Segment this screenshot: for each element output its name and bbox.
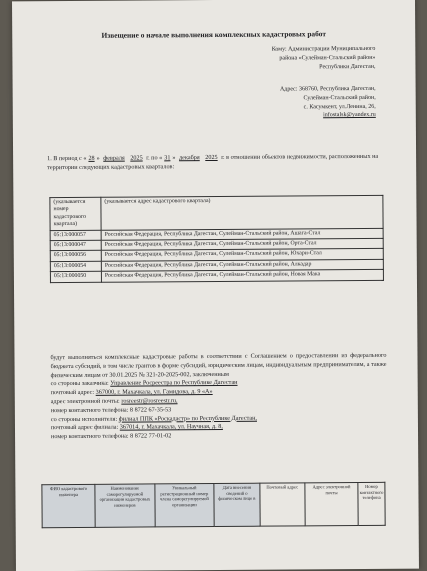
- quarter-address: Российская Федерация, Республика Дагестан, Сулейман-Стальский район, Ашага-Стал: [101, 228, 383, 240]
- quarter-address: Российская Федерация, Республика Дагестан, Сулейман-Стальский район, Орта-Стал: [101, 238, 383, 250]
- document-sheet: [12, 0, 419, 571]
- postal-prefix: почтовый адрес:: [50, 389, 95, 397]
- period-paragraph: [47, 153, 387, 173]
- phone-line: номер контактного телефона: 8 8722 67-35-53: [50, 406, 172, 414]
- end-month: декабря: [179, 154, 200, 162]
- recipient-line: Кому: Администрации Муниципального: [271, 45, 376, 53]
- period-suffix: г. в отношении объектов недвижимости, расположенных на территории следующих кадастровых кварталов:: [47, 152, 379, 171]
- phone-line: номер контактного телефона: 8 8722 77-01-02: [51, 432, 172, 441]
- header-cell: Уникальный регистрационный номер члена саморегулируемой организации: [155, 484, 215, 527]
- header-cell: Адрес электронной почты: [305, 483, 358, 526]
- quarters-table: [49, 195, 384, 283]
- quarter-address: Российская Федерация, Республика Дагестан, Сулейман-Стальский район, Новая Мака: [101, 270, 383, 282]
- recipient-block: [272, 45, 376, 72]
- header-cell: Почтовый адрес: [260, 483, 306, 526]
- body-paragraph: [50, 352, 387, 442]
- customer-prefix: со стороны заказчика:: [50, 380, 109, 388]
- period-mid: г. по «: [146, 154, 163, 162]
- address-line: с. Касумкент, ул.Ленина, 26,: [303, 103, 376, 110]
- header-cell: Номер контактного телефона: [358, 482, 385, 525]
- branch-postal-address: 367014, г. Махачкала, ул. Научная, д. 8,: [119, 423, 223, 432]
- email-prefix: адрес электронной почты:: [50, 397, 120, 406]
- header-cell: Наименование саморегулируемой организации кадастровых инженеров: [95, 484, 155, 527]
- period-prefix: 1. В период с «: [47, 154, 87, 163]
- table-header-row: [50, 195, 383, 230]
- header-cell: (указывается адрес кадастрового квартала): [101, 195, 383, 230]
- body-text: будут выполняться комплексные кадастровые работы в соответствии с Соглашением о предоставлении из федерального бюджета субсидий, в том числе грантов в форме субсидий, юридическим лицам, индивидуальным предпринимателям, а также физическим лицам от 30.01.2025 № 321-20-2025-002, заключенным: [50, 351, 387, 379]
- address-block: [280, 85, 376, 121]
- postal-address: 367000, г. Махачкала, ул. Гамидова, д. 9 «А»: [95, 388, 213, 397]
- quarter-address: Российская Федерация, Республика Дагестан, Сулейман-Стальский район, Юхари-Стал: [101, 249, 383, 261]
- branch-postal-prefix: почтовый адрес филиала:: [50, 424, 119, 432]
- quarter-number: 05:13:000047: [50, 240, 101, 251]
- address-line: Адрес: 368760, Республика Дагестан,: [279, 85, 376, 93]
- quarter-number: 05:13:000057: [50, 230, 101, 241]
- start-year: 2025: [130, 154, 143, 162]
- header-cell: ФИО кадастрового инженера: [42, 484, 95, 527]
- table-row: [50, 270, 383, 283]
- recipient-line: Республики Дагестан,: [319, 63, 376, 70]
- period-sep: »: [172, 154, 176, 162]
- engineer-table: [41, 482, 385, 528]
- quarter-number: 05:13:000050: [50, 272, 101, 283]
- quarter-number: 05:13:000056: [50, 251, 101, 262]
- customer-email: rosreestr@rosreestr.ru,: [121, 397, 178, 405]
- start-day: 28: [88, 154, 95, 162]
- period-sep: »: [96, 154, 100, 162]
- executor-name: филиал ППК «Роскадастр» по Республике Дагестан,: [118, 414, 257, 423]
- recipient-line: района «Сулейман-Стальский район»: [279, 54, 376, 62]
- end-day: 31: [164, 154, 171, 162]
- end-year: 2025: [205, 153, 218, 162]
- quarter-address: Российская Федерация, Республика Дагестан, Сулейман-Стальский район, Алкадар: [101, 259, 383, 271]
- header-cell: Дата внесения сведений о физическом лице в: [214, 483, 260, 526]
- document-title: Извещение о начале выполнения комплексных кадастровых работ: [101, 29, 326, 40]
- start-month: февраля: [103, 154, 125, 162]
- header-cell: (указывается номер кадастрового квартала): [50, 197, 101, 230]
- customer-name: Управление Росреестра по Республике Дагестан: [110, 379, 238, 388]
- address-line: Сулейман-Стальский район,: [303, 94, 376, 102]
- table-header-row: [42, 482, 385, 527]
- recipient-email: infostalsk@yandex.ru: [323, 112, 376, 119]
- executor-prefix: со стороны исполнителя:: [50, 415, 118, 423]
- quarter-number: 05:13:000054: [50, 261, 101, 272]
